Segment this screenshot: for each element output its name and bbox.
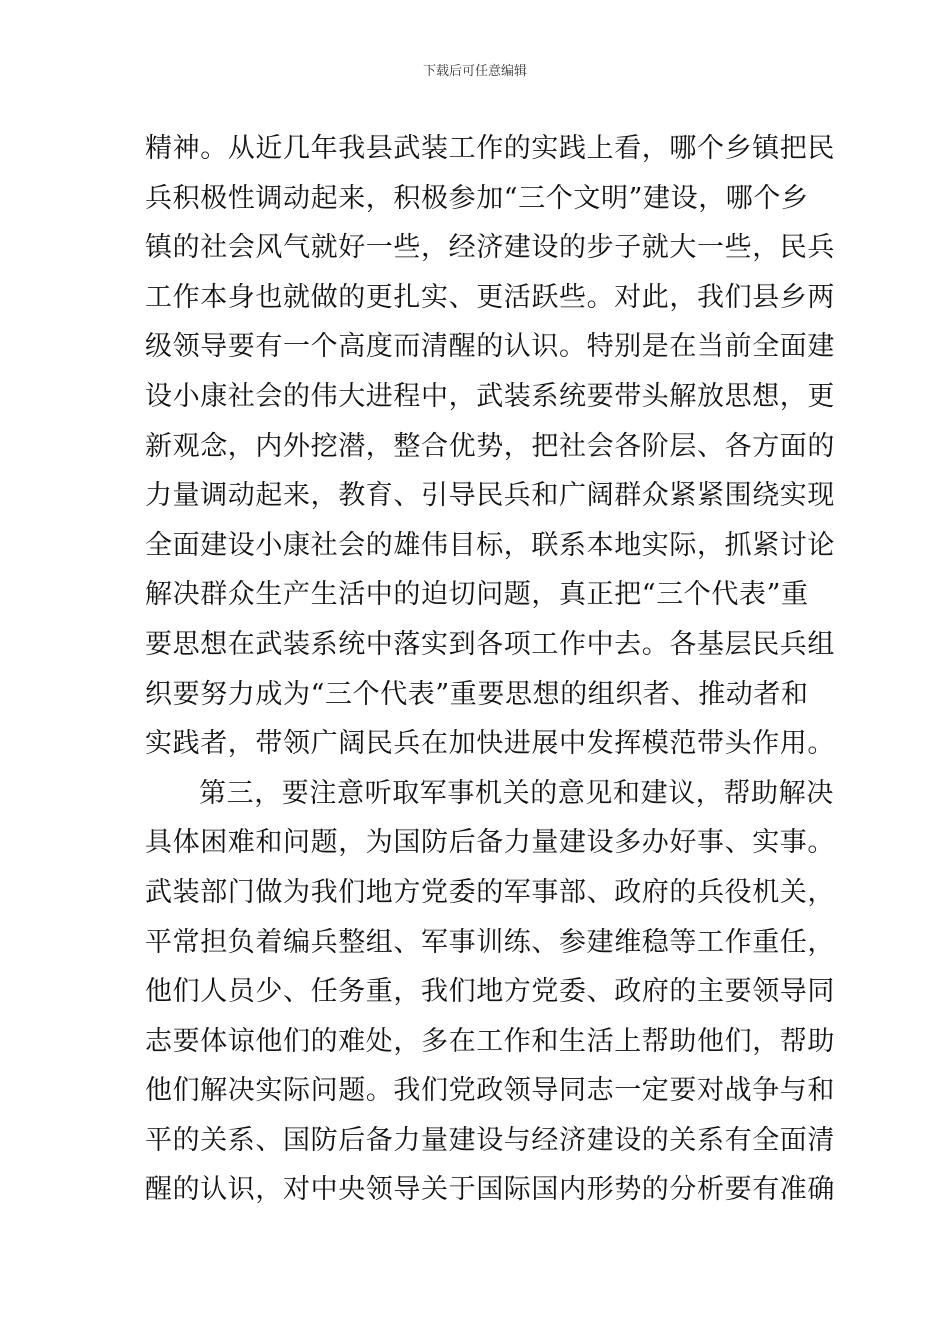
text-line: 要思想在武装系统中落实到各项工作中去。各基层民兵组: [145, 628, 835, 660]
text-line: 兵积极性调动起来，积极参加“三个文明”建设，哪个乡: [145, 182, 809, 214]
text-line: 工作本身也就做的更扎实、更活跃些。对此，我们县乡两: [145, 281, 835, 313]
text-line: 平常担负着编兵整组、军事训练、参建维稳等工作重任，: [145, 926, 835, 958]
text-line: 志要体谅他们的难处，多在工作和生活上帮助他们，帮助: [145, 1025, 835, 1057]
document-body: [145, 124, 835, 1215]
paragraph-start-line: 第三，要注意听取军事机关的意见和建议，帮助解决: [199, 777, 834, 809]
text-line: 醒的认识，对中央领导关于国际国内形势的分析要有准确: [145, 1174, 835, 1206]
text-line: 新观念，内外挖潜，整合优势，把社会各阶层、各方面的: [145, 430, 835, 462]
text-line: 他们人员少、任务重，我们地方党委、政府的主要领导同: [145, 976, 835, 1008]
text-line: 镇的社会风气就好一些，经济建设的步子就大一些，民兵: [145, 232, 835, 264]
text-line: 具体困难和问题，为国防后备力量建设多办好事、实事。: [145, 827, 835, 859]
text-line: 平的关系、国防后备力量建设与经济建设的关系有全面清: [145, 1124, 835, 1156]
page-header: 下载后可任意编辑: [422, 64, 527, 79]
text-line: 级领导要有一个高度而清醒的认识。特别是在当前全面建: [145, 331, 835, 363]
text-line: 他们解决实际问题。我们党政领导同志一定要对战争与和: [145, 1075, 835, 1107]
text-line: 精神。从近几年我县武装工作的实践上看，哪个乡镇把民: [145, 133, 835, 164]
text-line: 解决群众生产生活中的迫切问题，真正把“三个代表”重: [145, 579, 809, 611]
text-line: 织要努力成为“三个代表”重要思想的组织者、推动者和: [145, 678, 809, 710]
text-line: 力量调动起来，教育、引导民兵和广阔群众紧紧围绕实现: [145, 480, 835, 512]
text-line: 设小康社会的伟大进程中，武装系统要带头解放思想，更: [145, 380, 835, 412]
text-line: 全面建设小康社会的雄伟目标，联系本地实际，抓紧讨论: [145, 529, 835, 561]
text-line: 武装部门做为我们地方党委的军事部、政府的兵役机关，: [145, 876, 835, 908]
text-line: 实践者，带领广阔民兵在加快进展中发挥模范带头作用。: [145, 728, 835, 760]
